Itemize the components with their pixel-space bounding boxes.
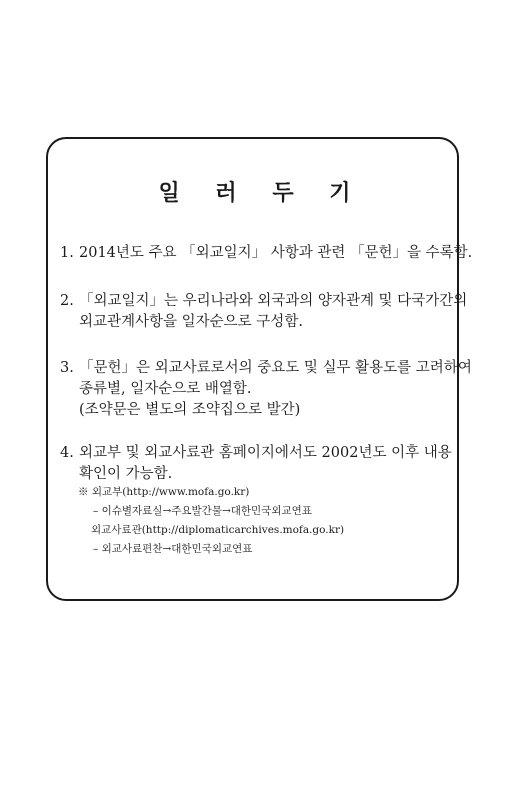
note-line: ※ 외교부(http://www.mofa.go.kr) [78, 486, 250, 498]
item-number: 2. [60, 293, 74, 309]
item-text-line: 외교관계사항을 일자순으로 구성함. [79, 314, 303, 330]
item-text-line: 「문헌」은 외교사료로서의 중요도 및 실무 활용도를 고려하여 [79, 360, 472, 376]
list-item-1 [60, 243, 473, 264]
item-text-line: 「외교일지」는 우리나라와 외국과의 양자관계 및 다국가간의 [79, 293, 468, 309]
list-item-4 [60, 443, 455, 485]
item-text-line: 종류별, 일자순으로 배열함. [79, 381, 252, 397]
item-number: 1. [60, 245, 74, 261]
website-notes [78, 483, 344, 559]
page-title: 일 러 두 기 [158, 181, 365, 206]
item-text-line: (조약문은 별도의 조약집으로 발간) [79, 402, 301, 418]
item-number: 3. [60, 360, 74, 376]
item-number: 4. [60, 445, 74, 461]
item-text-line: 외교부 및 외교사료관 홈페이지에서도 2002년도 이후 내용 [79, 445, 452, 461]
note-line: – 이슈별자료실→주요발간물→대한민국외교연표 [93, 505, 312, 517]
item-text-line: 확인이 가능함. [79, 466, 173, 482]
note-line: 외교사료관(http://diplomaticarchives.mofa.go.kr) [91, 524, 345, 536]
list-item-2 [60, 291, 468, 333]
list-item-3 [60, 358, 472, 421]
note-line: – 외교사료편찬→대한민국외교연표 [93, 543, 253, 555]
item-text-line: 2014년도 주요 「외교일지」 사항과 관련 「문헌」을 수록함. [79, 245, 473, 261]
